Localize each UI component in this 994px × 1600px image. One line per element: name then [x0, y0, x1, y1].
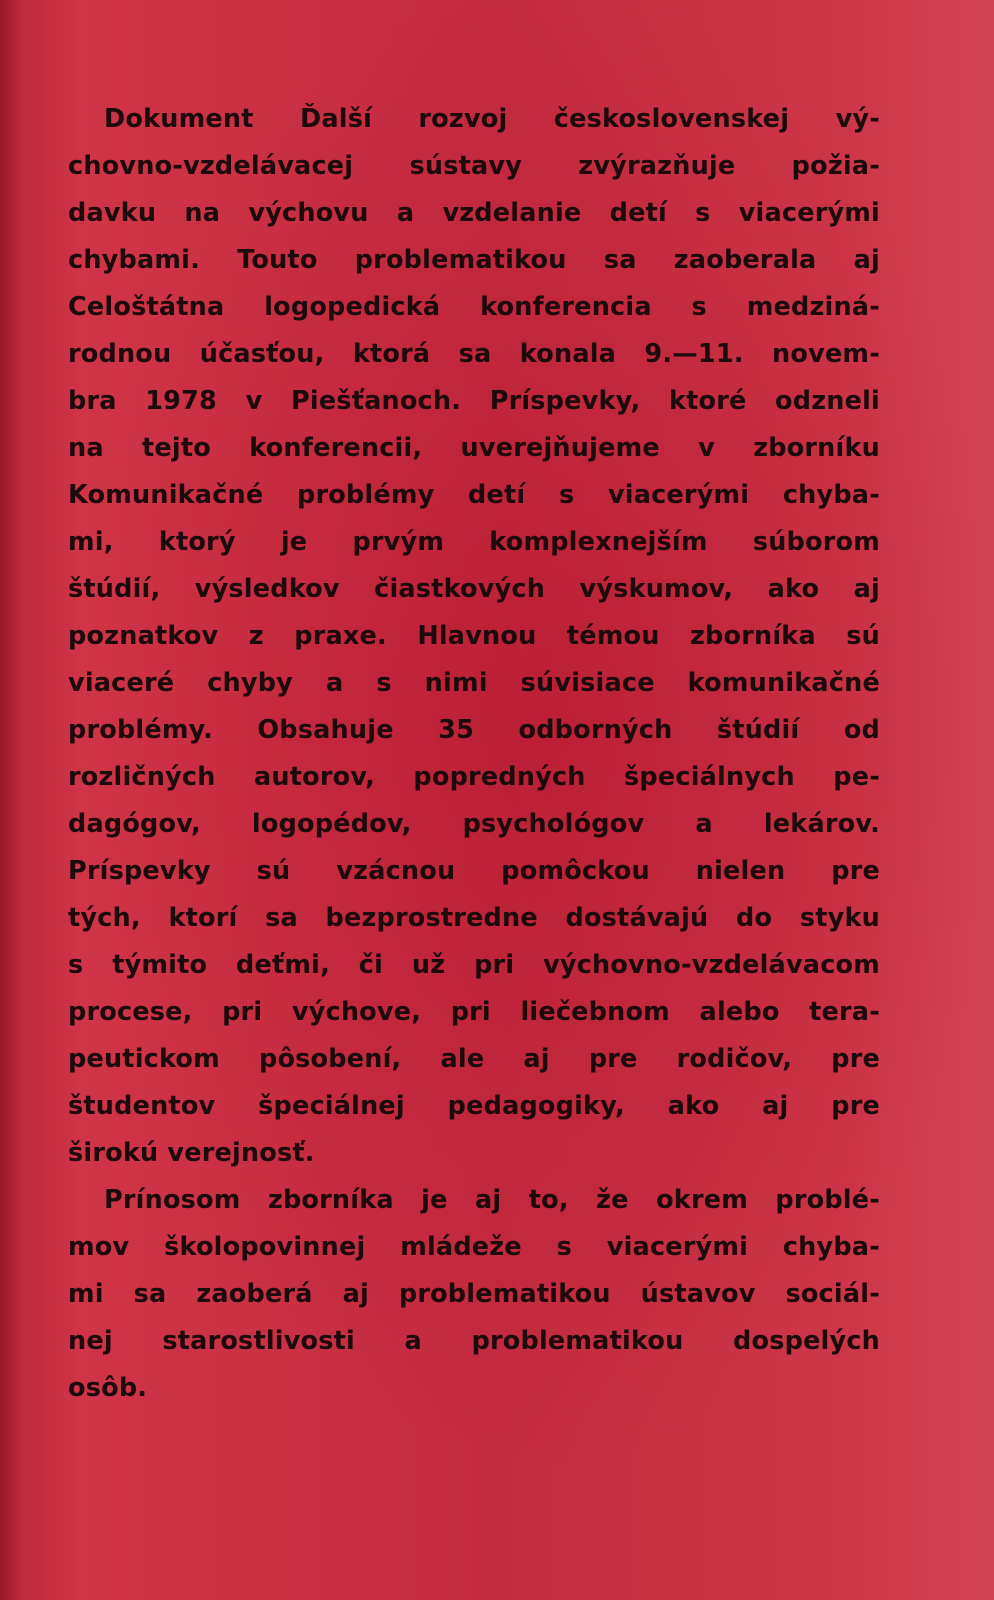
text-line: Celoštátna logopedická konferencia s medziná- — [68, 292, 880, 322]
text-line: širokú verejnosť. — [68, 1138, 315, 1168]
text-line: chybami. Touto problematikou sa zaoberala aj — [68, 245, 880, 275]
text-line: davku na výchovu a vzdelanie detí s viacerými — [68, 198, 880, 228]
text-line: nej starostlivosti a problematikou dospelých — [68, 1326, 880, 1356]
text-line: Príspevky sú vzácnou pomôckou nielen pre — [68, 856, 880, 886]
text-line: Dokument Ďalší rozvoj československej vý- — [104, 104, 880, 134]
text-line: problémy. Obsahuje 35 odborných štúdií od — [68, 715, 880, 745]
text-line: mi, ktorý je prvým komplexnejším súborom — [68, 527, 880, 557]
text-line: študentov špeciálnej pedagogiky, ako aj pre — [68, 1091, 880, 1121]
text-line: na tejto konferencii, uverejňujeme v zborníku — [68, 433, 880, 463]
paragraph-2 — [68, 1177, 880, 1412]
text-line: štúdií, výsledkov čiastkových výskumov, ako aj — [68, 574, 880, 604]
text-line: chovno-vzdelávacej sústavy zvýrazňuje požia- — [68, 151, 880, 181]
text-line: peutickom pôsobení, ale aj pre rodičov, pre — [68, 1044, 880, 1074]
text-line: mov školopovinnej mládeže s viacerými chyba- — [68, 1232, 880, 1262]
text-line: Prínosom zborníka je aj to, že okrem problé- — [104, 1185, 880, 1215]
text-line: tých, ktorí sa bezprostredne dostávajú do styku — [68, 903, 880, 933]
cover-text-block — [68, 96, 880, 1412]
text-line: dagógov, logopédov, psychológov a lekárov. — [68, 809, 880, 839]
text-line: procese, pri výchove, pri liečebnom alebo tera- — [68, 997, 880, 1027]
text-line: rodnou účasťou, ktorá sa konala 9.—11. novem- — [68, 339, 880, 369]
text-line: viaceré chyby a s nimi súvisiace komunikačné — [68, 668, 880, 698]
text-line: poznatkov z praxe. Hlavnou témou zborníka sú — [68, 621, 880, 651]
text-line: Komunikačné problémy detí s viacerými chyba- — [68, 480, 880, 510]
text-line: bra 1978 v Piešťanoch. Príspevky, ktoré odzneli — [68, 386, 880, 416]
text-line: s týmito deťmi, či už pri výchovno-vzdelávacom — [68, 950, 880, 980]
text-line: osôb. — [68, 1373, 148, 1403]
paragraph-1 — [68, 96, 880, 1177]
text-line: rozličných autorov, popredných špeciálnych pe- — [68, 762, 880, 792]
text-line: mi sa zaoberá aj problematikou ústavov sociál- — [68, 1279, 880, 1309]
